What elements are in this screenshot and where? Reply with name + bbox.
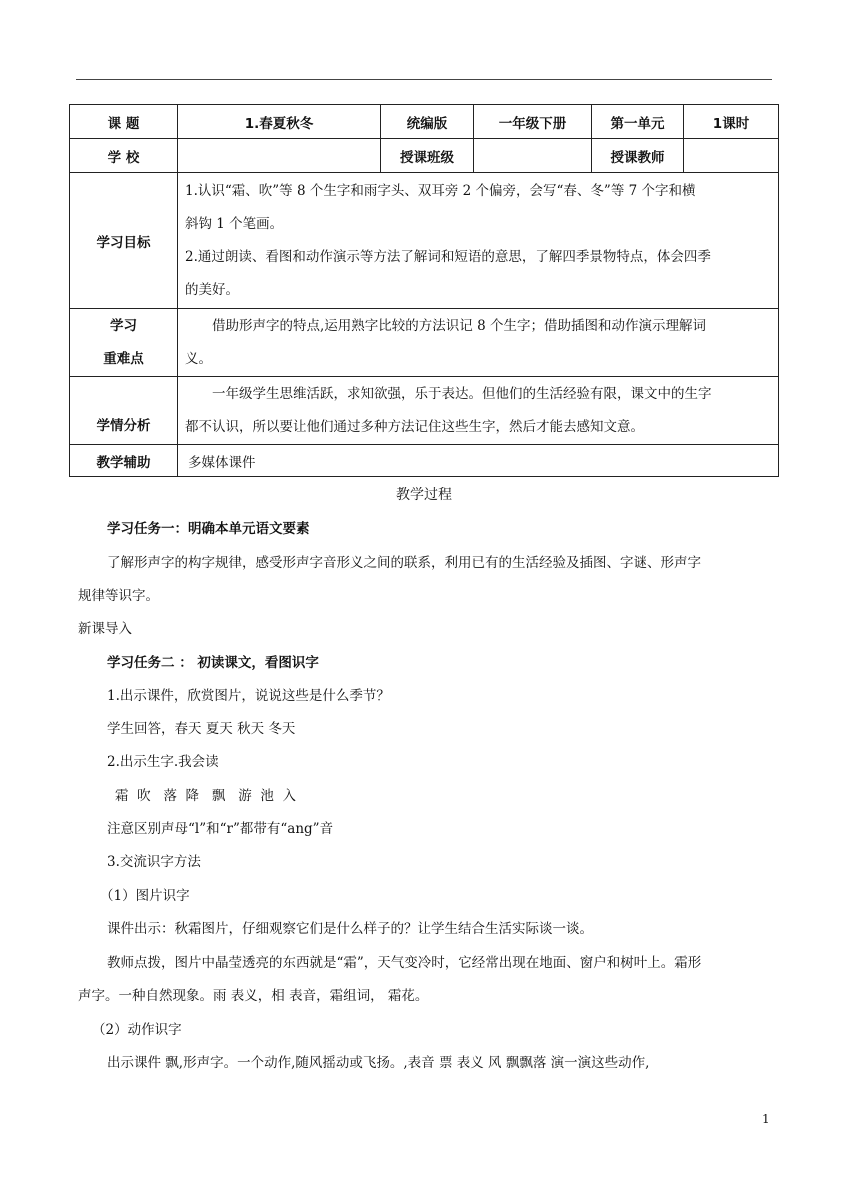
keypoints-text: 借助形声字的特点,运用熟字比较的方法识记 8 个生字；借助插图和动作演示理解词 义。 [178,309,779,377]
grade: 一年级下册 [474,105,592,139]
periods: 1课时 [684,105,779,139]
task1-heading: 学习任务一：明确本单元语文要素 [107,521,310,537]
table-row [70,139,779,173]
table-row [70,105,779,139]
unit: 第一单元 [592,105,684,139]
goals-text: 1.认识“霜、吹”等 8 个生字和雨字头、双耳旁 2 个偏旁，会写“春、冬”等 7 个字和横 斜钩 1 个笔画。 2.通过朗读、看图和动作演示等方法了解词和短语的意思，了解四季景物特点，体会四季 的美好。 [178,173,779,309]
task1-paragraph-line1: 了解形声字的构字规律，感受形声字音形义之间的联系，利用已有的生活经验及插图、字谜、形声字 [107,555,701,571]
task1-paragraph-line2: 规律等识字。 [78,588,159,604]
aids-value: 多媒体课件 [178,445,779,477]
pronunciation-note: 注意区别声母“l”和“r”都带有“ang”音 [107,821,334,837]
lesson-info-table [69,104,779,477]
lesson-title: 1.春夏秋冬 [178,105,381,139]
analysis-text: 一年级学生思维活跃，求知欲强，乐于表达。但他们的生活经验有限，课文中的生字 都不认识，所以要让他们通过多种方法记住这些生字，然后才能去感知文意。 [178,377,779,445]
method1-paragraph2-line1: 教师点拨，图片中晶莹透亮的东西就是“霜”，天气变冷时，它经常出现在地面、窗户和树叶上。霜形 [107,955,702,971]
method2-paragraph: 出示课件 飘,形声字。一个动作,随风摇动或飞扬。,表音 票 表义 风 飘飘落 演一演这些动作, [107,1055,650,1071]
class-label: 授课班级 [381,139,474,173]
method1-paragraph2-line2: 声字。一种自然现象。雨 表义，相 表音，霜组词， 霜花。 [78,988,429,1004]
intro-line: 新课导入 [78,621,132,637]
new-characters: 霜 吹 落 降 飘 游 池 入 [115,788,296,804]
teacher-value [684,139,779,173]
table-row [70,445,779,477]
method1-heading: （1）图片识字 [100,888,190,904]
teacher-label: 授课教师 [592,139,684,173]
keypoints-label: 学习 重难点 [70,309,178,377]
edition: 统编版 [381,105,474,139]
table-row [70,173,779,309]
step2: 2.出示生字.我会读 [107,754,219,770]
school-value [178,139,381,173]
class-value [474,139,592,173]
step1: 1.出示课件，欣赏图片，说说这些是什么季节？ [107,688,390,704]
table-row [70,309,779,377]
step1-answer: 学生回答，春天 夏天 秋天 冬天 [107,721,296,737]
table-row [70,377,779,445]
process-title: 教学过程 [396,487,452,503]
method2-heading: （2）动作识字 [92,1022,182,1038]
school-label: 学 校 [70,139,178,173]
method1-paragraph1: 课件出示：秋霜图片，仔细观察它们是什么样子的？让学生结合生活实际谈一谈。 [107,921,593,937]
header-rule [76,79,772,80]
step3: 3.交流识字方法 [107,854,201,870]
task2-heading: 学习任务二 ： 初读课文，看图识字 [107,655,319,671]
aids-label: 教学辅助 [70,445,178,477]
page-number: 1 [762,1112,770,1126]
goals-label: 学习目标 [70,173,178,309]
lesson-label: 课 题 [70,105,178,139]
analysis-label: 学情分析 [70,377,178,445]
